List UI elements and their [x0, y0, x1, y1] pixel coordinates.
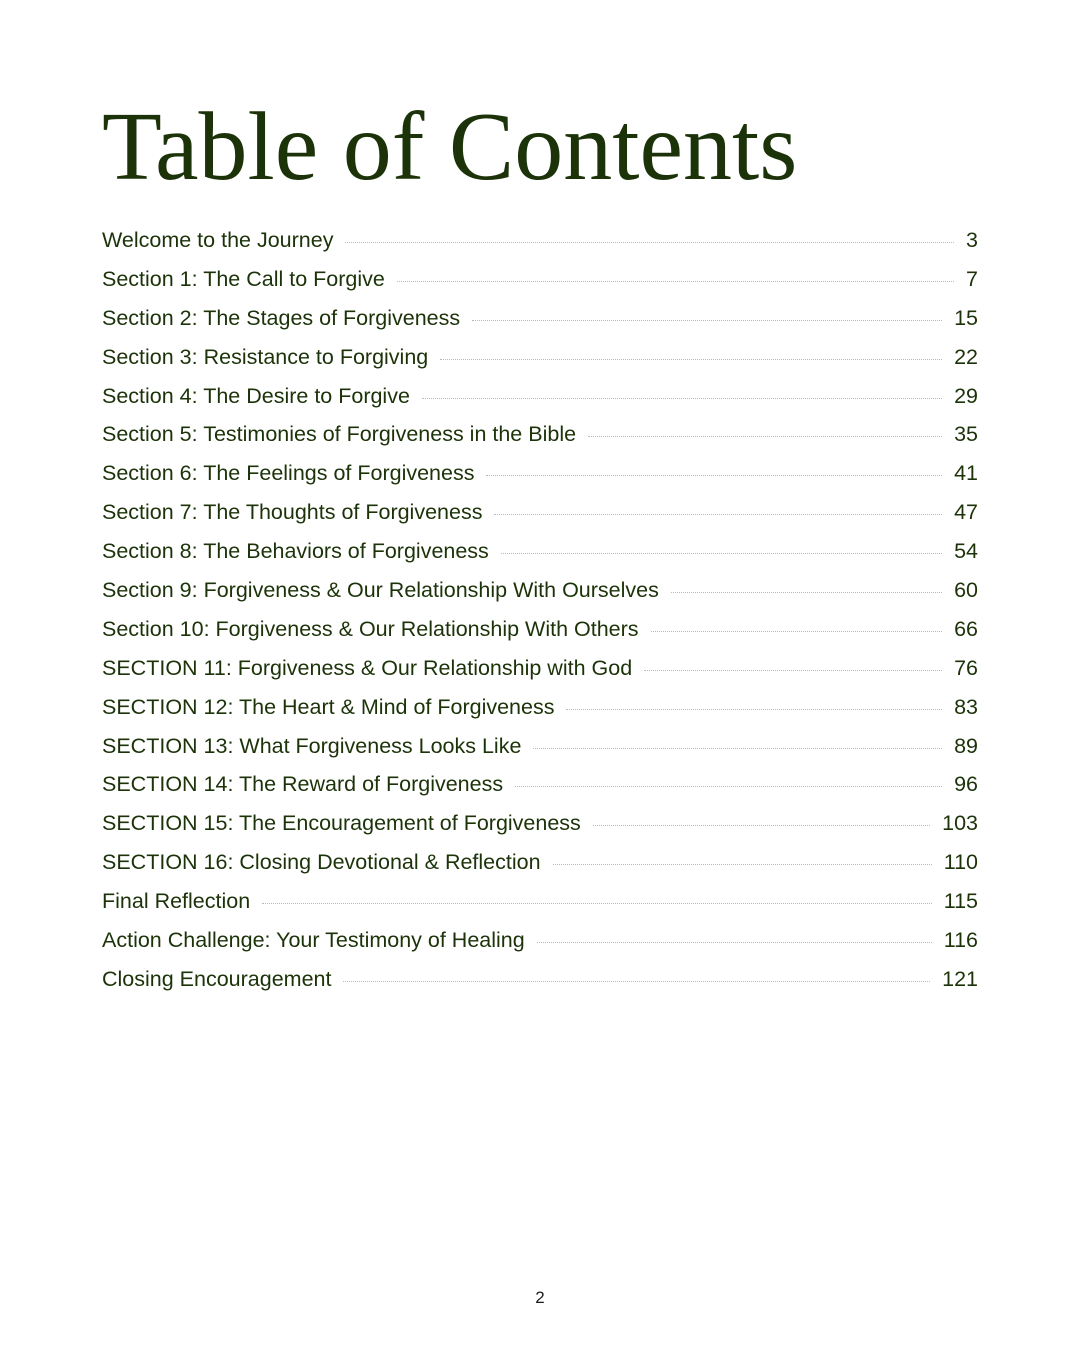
toc-entry[interactable]: [102, 377, 978, 416]
dotted-leader: [593, 825, 930, 826]
dotted-leader: [345, 242, 954, 243]
toc-entry[interactable]: [102, 765, 978, 804]
toc-entry-page: 66: [954, 616, 978, 641]
toc-entry-label: Section 1: The Call to Forgive: [102, 266, 385, 291]
toc-entry[interactable]: [102, 415, 978, 454]
dotted-leader: [440, 359, 942, 360]
toc-entry-label: Section 9: Forgiveness & Our Relationship With Ourselves: [102, 578, 659, 603]
toc-entry-page: 54: [954, 539, 978, 564]
dotted-leader: [515, 786, 942, 787]
toc-entry-page: 83: [954, 694, 978, 719]
dotted-leader: [472, 320, 942, 321]
dotted-leader: [262, 903, 932, 904]
toc-entry-label: Section 6: The Feelings of Forgiveness: [102, 461, 475, 486]
toc-entry[interactable]: [102, 649, 978, 688]
dotted-leader: [651, 631, 943, 632]
dotted-leader: [671, 592, 942, 593]
toc-entry-page: 22: [954, 344, 978, 369]
toc-entry-label: Action Challenge: Your Testimony of Healing: [102, 928, 525, 953]
dotted-leader: [566, 709, 942, 710]
toc-entry[interactable]: [102, 571, 978, 610]
toc-entry-label: SECTION 11: Forgiveness & Our Relationship with God: [102, 655, 633, 680]
toc-page: [102, 0, 978, 1350]
toc-entry[interactable]: [102, 299, 978, 338]
toc-entry-label: Section 4: The Desire to Forgive: [102, 383, 410, 408]
toc-entry[interactable]: [102, 221, 978, 260]
dotted-leader: [494, 514, 942, 515]
toc-entry-page: 103: [942, 811, 978, 836]
toc-entry[interactable]: [102, 532, 978, 571]
toc-entry-label: Section 2: The Stages of Forgiveness: [102, 305, 461, 330]
dotted-leader: [537, 942, 932, 943]
toc-entry[interactable]: [102, 493, 978, 532]
toc-entry[interactable]: [102, 804, 978, 843]
toc-entry-page: 60: [954, 578, 978, 603]
toc-entry[interactable]: [102, 338, 978, 377]
toc-entry-label: Closing Encouragement: [102, 966, 332, 991]
toc-entry[interactable]: [102, 843, 978, 882]
dotted-leader: [501, 553, 942, 554]
toc-entry-page: 7: [966, 266, 978, 291]
dotted-leader: [644, 670, 942, 671]
page-title: Table of Contents: [102, 93, 798, 201]
toc-entry-label: SECTION 12: The Heart & Mind of Forgiveness: [102, 694, 555, 719]
dotted-leader: [343, 981, 930, 982]
dotted-leader: [422, 398, 942, 399]
toc-entry-page: 116: [943, 928, 978, 953]
toc-entry[interactable]: [102, 921, 978, 960]
toc-entry[interactable]: [102, 688, 978, 727]
toc-entry-page: 3: [966, 228, 978, 252]
toc-entry-page: 89: [954, 733, 978, 758]
toc-entry[interactable]: [102, 454, 978, 493]
toc-entry-label: Section 10: Forgiveness & Our Relationship With Others: [102, 616, 639, 641]
dotted-leader: [533, 748, 942, 749]
toc-entry-label: SECTION 14: The Reward of Forgiveness: [102, 772, 504, 797]
toc-entry-page: 41: [954, 461, 978, 486]
toc-entry-label: SECTION 16: Closing Devotional & Reflection: [102, 850, 541, 875]
toc-entry-label: SECTION 15: The Encouragement of Forgiveness: [102, 811, 581, 836]
toc-entry-label: Welcome to the Journey: [102, 228, 334, 252]
toc-entry-page: 15: [954, 305, 978, 330]
toc-entry-label: Section 8: The Behaviors of Forgiveness: [102, 539, 489, 564]
toc-entry-label: Section 7: The Thoughts of Forgiveness: [102, 500, 483, 525]
toc-entry-page: 96: [954, 772, 978, 797]
toc-entry[interactable]: [102, 260, 978, 299]
toc-entry-page: 29: [954, 383, 978, 408]
dotted-leader: [553, 864, 932, 865]
toc-entry-label: Section 3: Resistance to Forgiving: [102, 344, 429, 369]
toc-entry-page: 47: [954, 500, 978, 525]
toc-entry-page: 110: [943, 850, 978, 875]
toc-entry[interactable]: [102, 960, 978, 999]
dotted-leader: [397, 281, 954, 282]
toc-entry[interactable]: [102, 882, 978, 921]
toc-entry-page: 115: [943, 889, 978, 914]
dotted-leader: [486, 475, 942, 476]
dotted-leader: [588, 436, 942, 437]
toc-entry-label: SECTION 13: What Forgiveness Looks Like: [102, 733, 522, 758]
toc-entry[interactable]: [102, 610, 978, 649]
toc-entry[interactable]: [102, 727, 978, 766]
toc-entry-page: 35: [954, 422, 978, 447]
toc-list: [102, 221, 978, 999]
toc-entry-page: 76: [954, 655, 978, 680]
toc-entry-label: Section 5: Testimonies of Forgiveness in the Bible: [102, 422, 577, 447]
toc-entry-label: Final Reflection: [102, 889, 251, 914]
toc-entry-page: 121: [942, 966, 978, 991]
page-number: 2: [535, 1288, 545, 1307]
